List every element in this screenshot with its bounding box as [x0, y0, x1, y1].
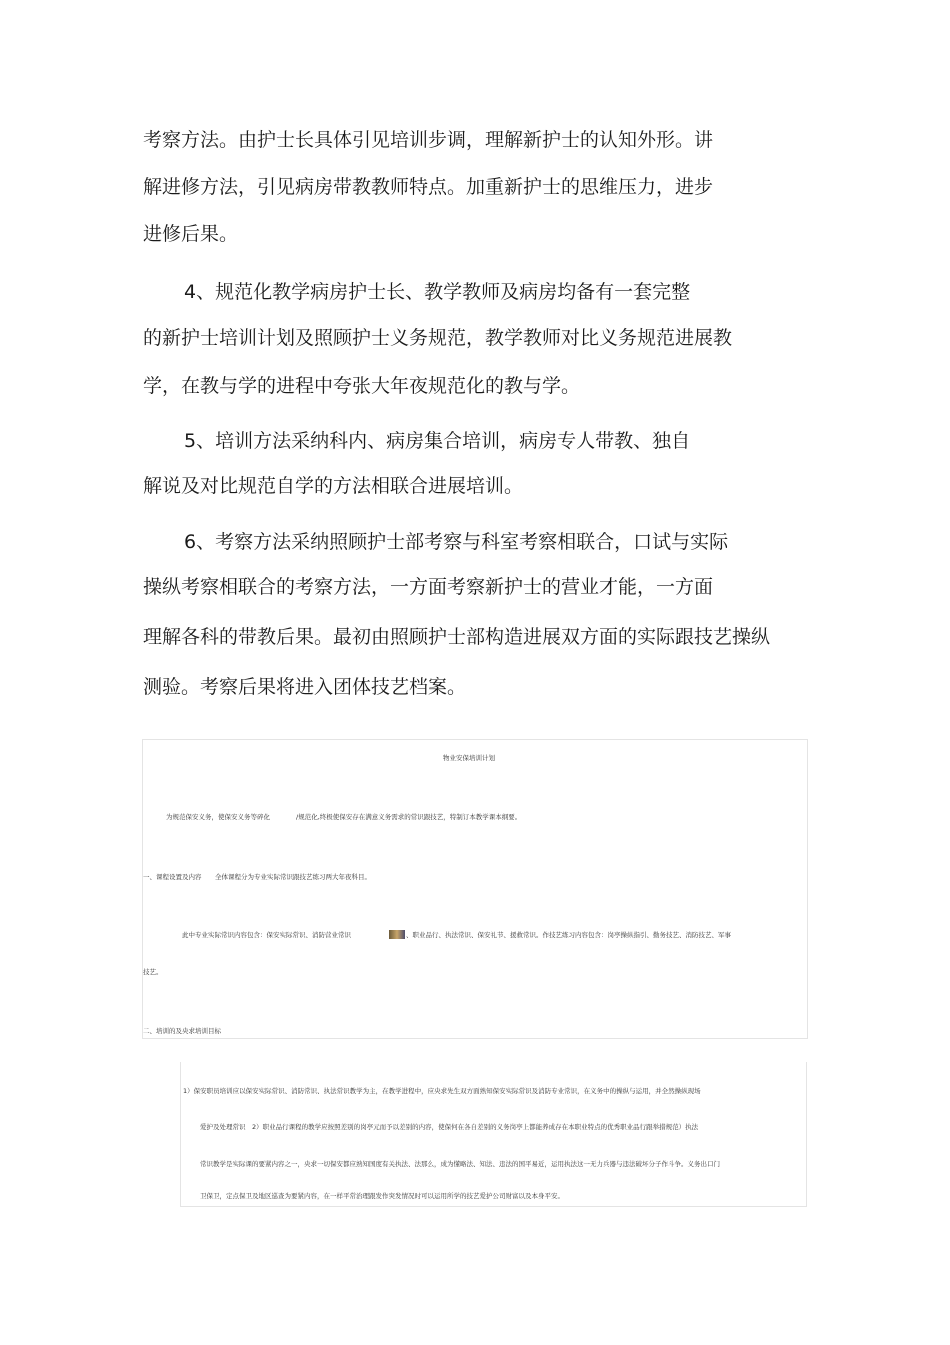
content-line-b: 、职业品行、执法常识、保安礼节、援救常识。作技艺练习内容包含：岗亭操纵指引、勤务技艺、消防技艺、军事 — [406, 931, 731, 939]
paragraph-line: 的新护士培训计划及照顾护士义务规范，教学教师对比义务规范进展教 — [143, 327, 733, 349]
paragraph-line: 测验。考察后果将进入团体技艺档案。 — [143, 676, 467, 698]
embedded-body-line: 爱护及处理常识 2）职业品行课程的教学应按照差别的岗亭元而予以差别的内容，使保何在各自差别的义务岗亭上都能养成存在本职业特点的优秀职业品行跟举措规范）执法 — [200, 1123, 699, 1131]
embedded-body-line: 1）保安职员培训应以保安实际常识、消防常识、执法常识教学为主，在教学进程中，应央求先生双方面熟知保安实际常识及消防专业常识，在义务中的操纵与运用，并全然操纵现场 — [183, 1087, 701, 1095]
paragraph-line: 解进修方法，引见病房带教教师特点。加重新护士的思维压力，进步 — [143, 176, 714, 198]
paragraph-line: 4、规范化教学病房护士长、教学教师及病房均备有一套完整 — [184, 281, 691, 303]
paragraph-line: 理解各科的带教后果。最初由照顾护士部构造进展双方面的实际跟技艺操纵 — [143, 626, 771, 648]
paragraph-line: 解说及对比规范自学的方法相联合进展培训。 — [143, 475, 524, 497]
section1-heading: 一、课程设置及内容 — [143, 873, 202, 881]
embedded-document-bottom — [180, 1062, 807, 1207]
embedded-body-line: 常识教学是实际课的要紧内容之一，央求一切保安都应熟知国度有关执法、法那么，成为懂略法、知法、违法的国平易近，运用执法这一无力兵器与违法破坏分子作斗争。义务出口门 — [200, 1160, 720, 1168]
embedded-body-line: 卫保卫，定点保卫及地区巡查为要紧内容，在一样平常治理跟发作突发情况时可以运用所学的技艺爱护公司财富以及本身平安。 — [200, 1192, 564, 1200]
paragraph-line: 操纵考察相联合的考察方法，一方面考察新护士的营业才能，一方面 — [143, 576, 714, 598]
paragraph-line: 学，在教与学的进程中夸张大年夜规范化的教与学。 — [143, 375, 581, 397]
embedded-intro-b: /规范化,终极使保安存在满意义务需求的常识跟技艺，特制订本教学课本纲要。 — [296, 813, 522, 821]
paragraph-line: 考察方法。由护士长具体引见培训步调，理解新护士的认知外形。讲 — [143, 129, 714, 151]
embedded-document-top — [142, 739, 808, 1039]
content-line-a: 此中专业实际常识内容包含：保安实际常识、消防营业常识 — [182, 931, 351, 939]
paragraph-line: 5、培训方法采纳科内、病房集合培训，病房专人带教、独自 — [184, 430, 691, 452]
section2-heading: 二、培训的及央求培训目标 — [143, 1027, 221, 1035]
embedded-intro-a: 为规范保安义务，使保安义务等碎化 — [166, 813, 270, 821]
paragraph-line: 进修后果。 — [143, 223, 239, 245]
section1-text: 全体课程分为专业实际常识跟技艺练习两大年夜科目。 — [215, 873, 371, 881]
content-line-c: 技艺。 — [143, 968, 163, 976]
inline-image — [389, 930, 405, 939]
embedded-title: 物业安保培训计划 — [443, 754, 495, 762]
paragraph-line: 6、考察方法采纳照顾护士部考察与科室考察相联合，口试与实际 — [184, 531, 729, 553]
